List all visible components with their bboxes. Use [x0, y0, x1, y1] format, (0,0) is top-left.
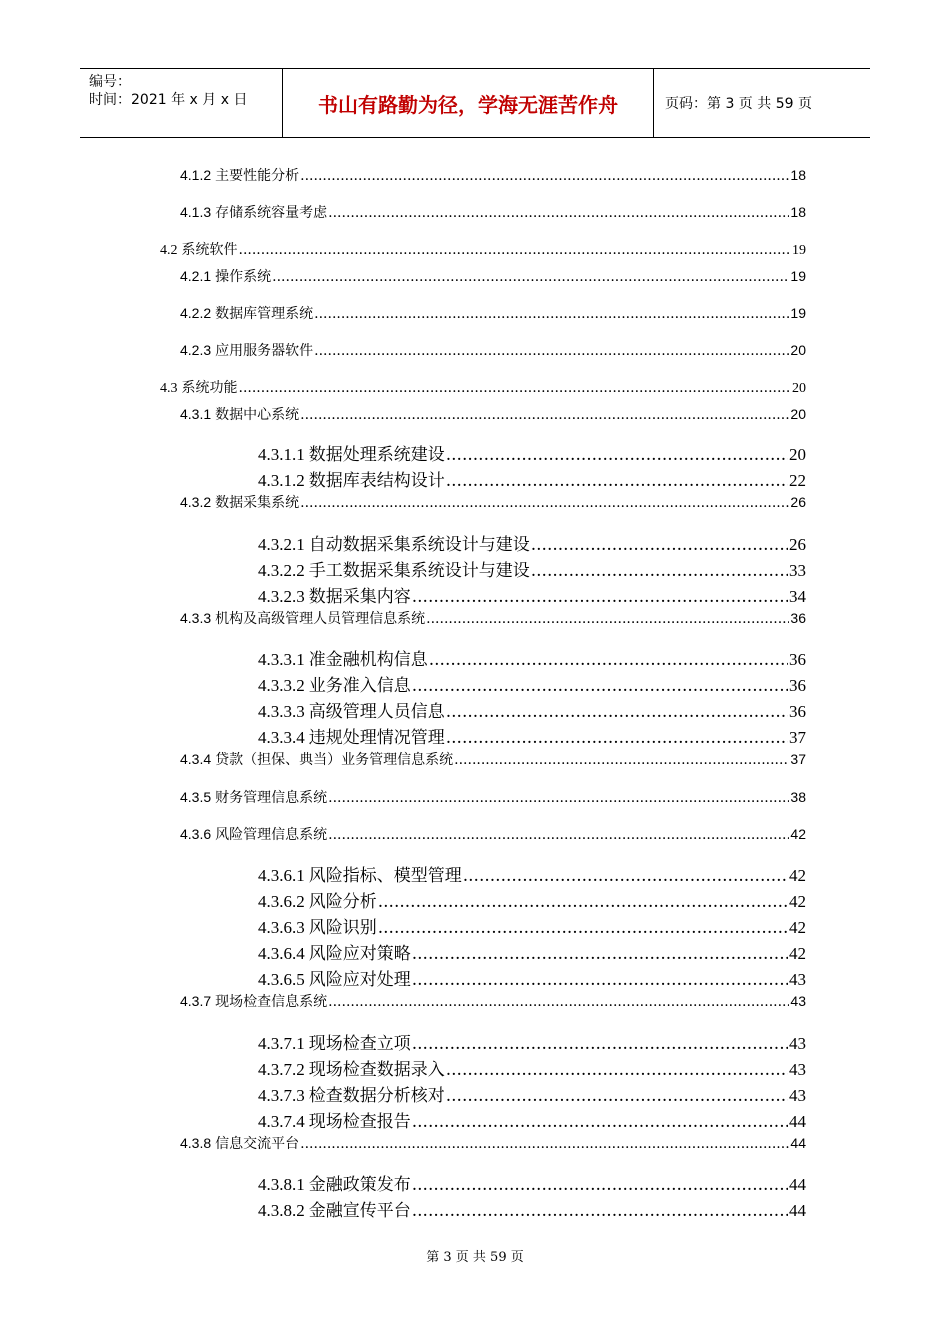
toc-entry-page: 44 [789, 1175, 806, 1194]
toc-entry-number: 4.3.3.2 [258, 676, 305, 695]
toc-leader-dots [446, 1086, 788, 1106]
toc-entry-number: 4.3.7.3 [258, 1086, 305, 1105]
toc-leader-dots [446, 471, 788, 491]
toc-leader-dots [300, 1136, 789, 1152]
toc-entry-page: 44 [789, 1201, 806, 1220]
toc-entry-title: 现场检查立项 [308, 1034, 411, 1054]
toc-entry-number: 4.3.5 [180, 789, 212, 805]
toc-entry-title: 财务管理信息系统 [215, 790, 328, 806]
toc-entry-page: 36 [789, 702, 806, 721]
toc-entry-title: 存储系统容量考虑 [215, 205, 328, 221]
toc-entry-number: 4.1.2 [180, 167, 212, 183]
toc-entry-number: 4.3.6.4 [258, 944, 305, 963]
toc-entry-title: 风险应对处理 [308, 970, 411, 990]
toc-entry-title: 准金融机构信息 [308, 650, 428, 670]
toc-entry-page: 36 [789, 650, 806, 669]
toc-entry-number: 4.3.6.1 [258, 866, 305, 885]
header-meta [80, 69, 282, 137]
toc-entry[interactable] [180, 749, 806, 769]
toc-entry-number: 4.2.3 [180, 342, 212, 358]
toc-entry-page: 44 [790, 1135, 806, 1151]
toc-entry[interactable] [160, 377, 806, 397]
toc-entry-page: 43 [790, 993, 806, 1009]
toc-entry-page: 20 [790, 406, 806, 422]
toc-leader-dots [412, 1112, 788, 1132]
toc-entry-page: 36 [790, 610, 806, 626]
toc-leader-dots [300, 407, 789, 423]
toc-leader-dots [328, 994, 789, 1010]
toc-leader-dots [454, 752, 789, 768]
toc-leader-dots [412, 1034, 788, 1054]
document-date: 时间：2021 年 x 月 x 日 [89, 92, 248, 108]
toc-entry[interactable] [180, 202, 806, 222]
toc-leader-dots [328, 205, 789, 221]
toc-entry-title: 业务准入信息 [308, 676, 411, 696]
toc-entry[interactable] [160, 239, 806, 259]
toc-entry-title: 金融宣传平台 [308, 1201, 411, 1221]
toc-entry-number: 4.2.1 [180, 268, 212, 284]
toc-entry[interactable] [258, 697, 806, 722]
toc-entry-number: 4.3.3.3 [258, 702, 305, 721]
toc-leader-dots [412, 970, 788, 990]
toc-leader-dots [412, 676, 788, 696]
toc-leader-dots [378, 918, 788, 938]
toc-entry[interactable] [180, 492, 806, 512]
toc-entry-page: 20 [789, 445, 806, 464]
toc-entry[interactable] [258, 1170, 806, 1195]
header-motto: 书山有路勤为径，学海无涯苦作舟 [282, 69, 654, 137]
toc-entry-title: 数据采集内容 [308, 587, 411, 607]
toc-entry[interactable] [180, 340, 806, 360]
toc-entry-title: 数据库表结构设计 [308, 471, 445, 491]
page-footer: 第 3 页 共 59 页 [426, 1250, 524, 1265]
toc-entry-title: 机构及高级管理人员管理信息系统 [215, 611, 426, 627]
toc-entry-page: 20 [792, 381, 806, 396]
toc-leader-dots [429, 650, 788, 670]
toc-entry-title: 系统软件 [181, 242, 238, 258]
toc-entry-number: 4.3.7.1 [258, 1034, 305, 1053]
toc-entry-number: 4.3.2 [180, 494, 212, 510]
toc-entry-title: 风险应对策略 [308, 944, 411, 964]
toc-entry-title: 主要性能分析 [215, 168, 300, 184]
document-number-label: 编号： [89, 74, 131, 90]
toc-entry-title: 数据库管理系统 [215, 306, 314, 322]
toc-entry-number: 4.3.8.1 [258, 1175, 305, 1194]
toc-entry-title: 系统功能 [181, 380, 238, 396]
toc-entry[interactable] [258, 671, 806, 696]
toc-leader-dots [412, 944, 788, 964]
toc-leader-dots [412, 587, 788, 607]
toc-entry-page: 43 [789, 1060, 806, 1079]
toc-entry-title: 现场检查数据录入 [308, 1060, 445, 1080]
toc-entry[interactable] [258, 939, 806, 964]
toc-leader-dots [446, 1060, 788, 1080]
toc-entry-page: 33 [789, 561, 806, 580]
toc-entry-page: 43 [789, 970, 806, 989]
toc-entry[interactable] [180, 787, 806, 807]
toc-entry-page: 43 [789, 1034, 806, 1053]
toc-entry-title: 检查数据分析核对 [308, 1086, 445, 1106]
toc-entry-page: 19 [792, 243, 806, 258]
toc-entry-title: 高级管理人员信息 [308, 702, 445, 722]
toc-leader-dots [412, 1175, 788, 1195]
toc-leader-dots [426, 611, 789, 627]
toc-entry-title: 信息交流平台 [215, 1136, 300, 1152]
toc-entry[interactable] [258, 1107, 806, 1132]
toc-leader-dots [314, 306, 789, 322]
toc-entry[interactable] [180, 824, 806, 844]
toc-entry[interactable] [258, 582, 806, 607]
toc-entry-title: 数据处理系统建设 [308, 445, 445, 465]
toc-entry-page: 36 [789, 676, 806, 695]
toc-entry-title: 风险管理信息系统 [215, 827, 328, 843]
toc-entry[interactable] [258, 466, 806, 491]
toc-entry-number: 4.3.2.2 [258, 561, 305, 580]
toc-entry-page: 44 [789, 1112, 806, 1131]
toc-leader-dots [328, 790, 789, 806]
toc-entry-number: 4.3.1.1 [258, 445, 305, 464]
toc-entry-page: 43 [789, 1086, 806, 1105]
toc-entry-number: 4.2 [160, 243, 178, 258]
toc-entry-page: 18 [790, 167, 806, 183]
toc-leader-dots [272, 269, 789, 285]
toc-entry-number: 4.3.3.4 [258, 728, 305, 747]
toc-entry-page: 37 [790, 751, 806, 767]
toc-entry-page: 42 [789, 944, 806, 963]
toc-leader-dots [446, 445, 788, 465]
toc-entry[interactable] [180, 1133, 806, 1153]
toc-entry-page: 26 [789, 535, 806, 554]
toc-leader-dots [239, 380, 792, 396]
toc-entry-number: 4.3.4 [180, 751, 212, 767]
toc-entry[interactable] [258, 913, 806, 938]
toc-entry-title: 风险识别 [308, 918, 377, 938]
toc-entry-number: 4.3.1.2 [258, 471, 305, 490]
toc-entry-title: 数据中心系统 [215, 407, 300, 423]
toc-leader-dots [328, 827, 789, 843]
toc-entry-page: 26 [790, 494, 806, 510]
toc-entry-page: 34 [789, 587, 806, 606]
toc-entry-number: 4.3.3.1 [258, 650, 305, 669]
toc-entry-title: 应用服务器软件 [215, 343, 314, 359]
toc-entry[interactable] [258, 887, 806, 912]
page-header [80, 68, 870, 138]
toc-entry[interactable] [180, 404, 806, 424]
toc-entry[interactable] [180, 303, 806, 323]
toc-entry[interactable] [180, 608, 806, 628]
toc-entry-number: 4.1.3 [180, 204, 212, 220]
toc-entry-page: 42 [790, 826, 806, 842]
toc-entry-title: 操作系统 [215, 269, 272, 285]
toc-entry-title: 贷款（担保、典当）业务管理信息系统 [215, 752, 454, 768]
toc-entry-title: 违规处理情况管理 [308, 728, 445, 748]
toc-entry-page: 38 [790, 789, 806, 805]
toc-leader-dots [531, 561, 788, 581]
toc-entry[interactable] [258, 645, 806, 670]
toc-entry-page: 22 [789, 471, 806, 490]
toc-entry-title: 金融政策发布 [308, 1175, 411, 1195]
toc-entry-number: 4.3.8 [180, 1135, 212, 1151]
toc-entry-number: 4.3.7.4 [258, 1112, 305, 1131]
header-page-number: 页码：第 3 页 共 59 页 [665, 96, 812, 112]
toc-entry[interactable] [258, 723, 806, 748]
toc-entry-page: 42 [789, 866, 806, 885]
toc-entry-title: 数据采集系统 [215, 495, 300, 511]
toc-leader-dots [446, 728, 788, 748]
toc-entry[interactable] [180, 165, 806, 185]
toc-entry-number: 4.3.6 [180, 826, 212, 842]
toc-entry[interactable] [258, 1196, 806, 1221]
toc-entry-page: 42 [789, 918, 806, 937]
toc-entry-page: 37 [789, 728, 806, 747]
toc-entry-number: 4.3.6.3 [258, 918, 305, 937]
toc-entry-number: 4.3.3 [180, 610, 212, 626]
toc-entry-title: 风险分析 [308, 892, 377, 912]
toc-leader-dots [531, 535, 788, 555]
toc-leader-dots [314, 343, 789, 359]
toc-entry-number: 4.3.7 [180, 993, 212, 1009]
toc-entry-page: 19 [790, 305, 806, 321]
toc-entry-page: 42 [789, 892, 806, 911]
toc-entry-title: 风险指标、模型管理 [308, 866, 462, 886]
toc-entry-number: 4.3.8.2 [258, 1201, 305, 1220]
toc-entry-number: 4.3.6.5 [258, 970, 305, 989]
toc-leader-dots [239, 242, 792, 258]
toc-entry[interactable] [258, 1029, 806, 1054]
toc-entry-number: 4.3.6.2 [258, 892, 305, 911]
toc-entry-number: 4.3.2.3 [258, 587, 305, 606]
toc-entry[interactable] [258, 440, 806, 465]
toc-entry-title: 自动数据采集系统设计与建设 [308, 535, 530, 555]
toc-entry[interactable] [180, 266, 806, 286]
toc-entry[interactable] [258, 1081, 806, 1106]
toc-entry-title: 现场检查信息系统 [215, 994, 328, 1010]
toc-entry-page: 20 [790, 342, 806, 358]
toc-entry-number: 4.3.7.2 [258, 1060, 305, 1079]
toc-leader-dots [463, 866, 788, 886]
toc-leader-dots [412, 1201, 788, 1221]
toc-entry[interactable] [258, 556, 806, 581]
toc-entry-number: 4.3.2.1 [258, 535, 305, 554]
toc-leader-dots [446, 702, 788, 722]
toc-entry-number: 4.3 [160, 381, 178, 396]
toc-entry[interactable] [180, 991, 806, 1011]
toc-entry-page: 19 [790, 268, 806, 284]
toc-entry-number: 4.3.1 [180, 406, 212, 422]
toc-entry-page: 18 [790, 204, 806, 220]
toc-entry[interactable] [258, 530, 806, 555]
toc-leader-dots [300, 495, 789, 511]
toc-leader-dots [378, 892, 788, 912]
toc-entry-title: 现场检查报告 [308, 1112, 411, 1132]
toc-entry[interactable] [258, 861, 806, 886]
toc-entry-title: 手工数据采集系统设计与建设 [308, 561, 530, 581]
toc-leader-dots [300, 168, 789, 184]
toc-entry[interactable] [258, 1055, 806, 1080]
toc-entry-number: 4.2.2 [180, 305, 212, 321]
toc-entry[interactable] [258, 965, 806, 990]
